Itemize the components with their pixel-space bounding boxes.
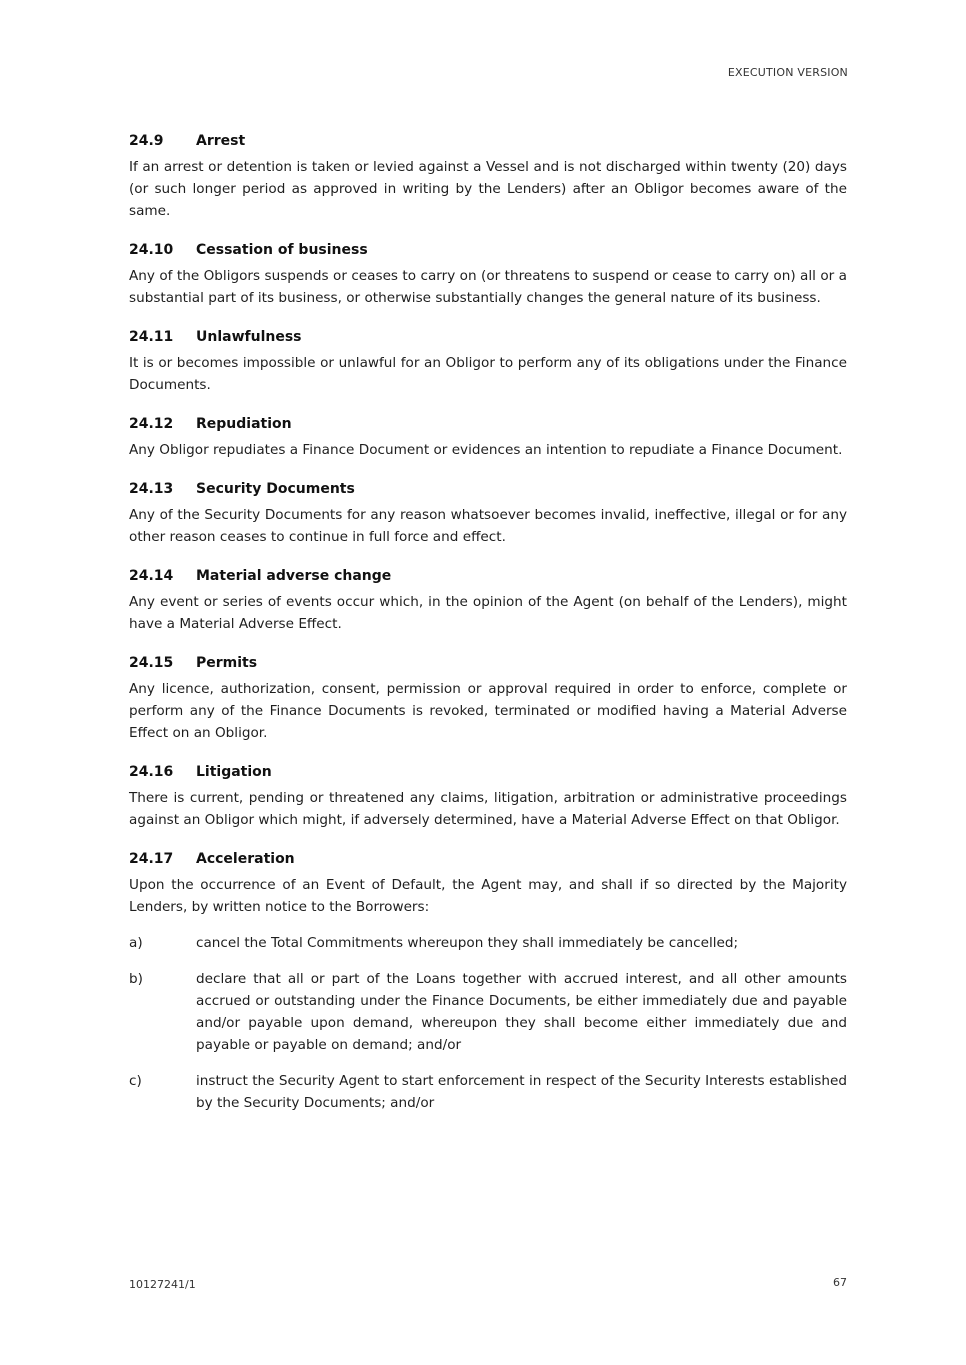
section-number: 24.14 (129, 568, 174, 584)
section-number: 24.13 (129, 481, 174, 497)
section-title: Litigation (196, 764, 272, 780)
section-text: Any of the Security Documents for any reason whatsoever becomes invalid, ineffective, illegal or for any other reason ceases to continue in full force and effect. (129, 507, 847, 545)
section-number: 24.12 (129, 416, 174, 432)
section-litigation (129, 764, 847, 831)
section-number: 24.11 (129, 329, 174, 345)
section-title: Material adverse change (196, 568, 392, 584)
section-text: Any Obligor repudiates a Finance Document or evidences an intention to repudiate a Finance Document. (129, 442, 843, 458)
section-text: Any licence, authorization, consent, permission or approval required in order to enforce, complete or perform any of the Finance Documents is revoked, terminated or modified having a Material Adverse Effect on an Obligor. (129, 681, 847, 741)
section-title: Permits (196, 655, 258, 671)
section-security-documents (129, 481, 847, 548)
section-text: If an arrest or detention is taken or levied against a Vessel and is not discharged within twenty (20) days (or such longer period as approved in writing by the Lenders) after an Obligor becomes aware of the same. (129, 159, 847, 219)
list-item-label: a) (129, 935, 143, 951)
section-number: 24.17 (129, 851, 174, 867)
section-title: Repudiation (196, 416, 292, 432)
section-text: There is current, pending or threatened any claims, litigation, arbitration or administrative proceedings against an Obligor which might, if adversely determined, have a Material Adverse Effect on that Obligor. (129, 790, 847, 828)
section-repudiation (129, 416, 847, 461)
page-number: 67 (833, 1276, 847, 1289)
list-item-label: b) (129, 971, 143, 987)
section-number: 24.9 (129, 133, 164, 149)
section-number: 24.10 (129, 242, 174, 258)
list-item-label: c) (129, 1073, 142, 1089)
list-item-text: instruct the Security Agent to start enforcement in respect of the Security Interests established by the Security Documents; and/or (196, 1073, 847, 1111)
section-unlawfulness (129, 329, 847, 396)
section-arrest (129, 133, 847, 222)
section-heading (129, 568, 847, 584)
section-title: Unlawfulness (196, 329, 302, 345)
section-text: Any of the Obligors suspends or ceases to carry on (or threatens to suspend or cease to carry on) all or a substantial part of its business, or otherwise substantially changes the general nature of its business. (129, 268, 847, 306)
section-number: 24.16 (129, 764, 174, 780)
document-body (129, 133, 847, 1134)
section-text: Any event or series of events occur which, in the opinion of the Agent (on behalf of the Lenders), might have a Material Adverse Effect. (129, 594, 847, 632)
section-heading (129, 764, 847, 780)
list-item-text: declare that all or part of the Loans together with accrued interest, and all other amounts accrued or outstanding under the Finance Documents, be either immediately due and payable and/or payable upon demand, whereupon they shall become either immediately due and payable or payable on demand; and/or (196, 971, 847, 1053)
document-reference: 10127241/1 (129, 1278, 196, 1291)
list-item-a (129, 932, 847, 954)
section-title: Security Documents (196, 481, 355, 497)
section-heading (129, 242, 847, 258)
section-heading (129, 416, 847, 432)
list-item-b (129, 968, 847, 1056)
section-title: Acceleration (196, 851, 295, 867)
list-item-text: cancel the Total Commitments whereupon they shall immediately be cancelled; (196, 935, 739, 951)
execution-version-label: EXECUTION VERSION (727, 66, 848, 79)
section-text: Upon the occurrence of an Event of Default, the Agent may, and shall if so directed by the Majority Lenders, by written notice to the Borrowers: (129, 877, 847, 915)
section-permits (129, 655, 847, 744)
section-title: Arrest (196, 133, 246, 149)
section-heading (129, 851, 847, 867)
section-number: 24.15 (129, 655, 174, 671)
section-title: Cessation of business (196, 242, 368, 258)
section-heading (129, 481, 847, 497)
list-item-c (129, 1070, 847, 1114)
section-acceleration (129, 851, 847, 1114)
section-heading (129, 329, 847, 345)
section-heading (129, 133, 847, 149)
section-cessation-of-business (129, 242, 847, 309)
section-material-adverse-change (129, 568, 847, 635)
section-text: It is or becomes impossible or unlawful for an Obligor to perform any of its obligations under the Finance Documents. (129, 355, 847, 393)
section-heading (129, 655, 847, 671)
